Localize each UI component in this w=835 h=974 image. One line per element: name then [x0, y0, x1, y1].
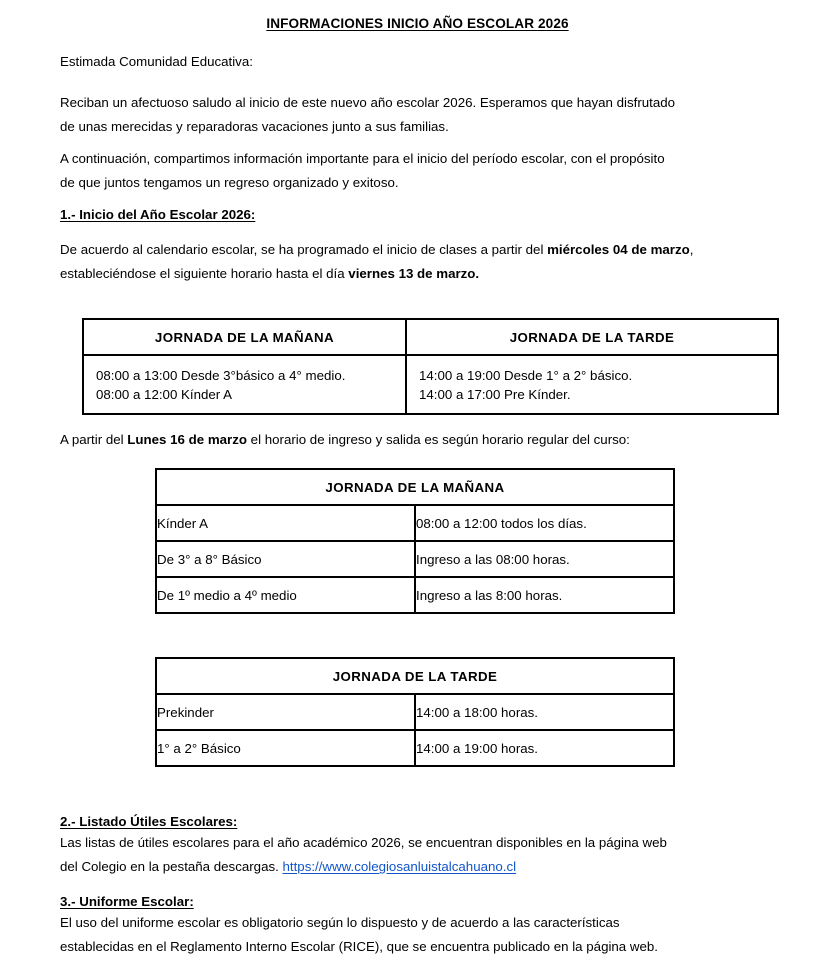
section-2-line-1: Las listas de útiles escolares para el año académico 2026, se encuentran disponibles en la página web: [60, 835, 667, 850]
intro-paragraph-1-line-1: Reciban un afectuoso saludo al inicio de este nuevo año escolar 2026. Esperamos que hayan disfrutado: [60, 95, 676, 110]
table-jornadas-inicio-header-tarde: JORNADA DE LA TARDE: [406, 319, 778, 355]
table-jornadas-inicio-header-manana: JORNADA DE LA MAÑANA: [83, 319, 406, 355]
table-jornadas-inicio-cell-manana: [83, 355, 406, 414]
table-manana-regular-title: JORNADA DE LA MAÑANA: [156, 469, 674, 505]
tarde-curso-1: Prekinder: [156, 694, 415, 730]
tarde-horario-1: 14:00 a 18:00 horas.: [415, 694, 674, 730]
section-1-after-table-paragraph: [60, 428, 790, 452]
section-2-paragraph: [60, 831, 790, 879]
greeting-paragraph: [60, 50, 780, 74]
table-tarde-regular-title: JORNADA DE LA TARDE: [156, 658, 674, 694]
section-2-heading-text: 2.- Listado Útiles Escolares:: [60, 814, 238, 829]
section-1-intro-part-2: , estableciéndose el siguiente horario hasta el día: [60, 242, 694, 281]
table-row: [156, 730, 674, 766]
tarde-curso-2: 1° a 2° Básico: [156, 730, 415, 766]
regular-schedule-start-date: Lunes 16 de marzo: [127, 432, 247, 447]
intro-paragraph-2-line-1: A continuación, compartimos información importante para el inicio del período escolar, con el propósito: [60, 151, 665, 166]
intro-paragraph-1: [60, 91, 790, 139]
page-title-text: INFORMACIONES INICIO AÑO ESCOLAR 2026: [266, 16, 569, 31]
colegio-website-link[interactable]: https://www.colegiosanluistalcahuano.cl: [282, 859, 517, 874]
manana-horario-1: 08:00 a 12:00 todos los días.: [415, 505, 674, 541]
after-table-part-2: el horario de ingreso y salida es según horario regular del curso:: [246, 432, 630, 447]
section-3-line-1: El uso del uniforme escolar es obligatorio según lo dispuesto y de acuerdo a las características: [60, 915, 620, 930]
table-manana-regular: [155, 468, 675, 614]
intro-paragraph-2: [60, 147, 790, 195]
table-row: [156, 505, 674, 541]
table-jornadas-inicio-cell-tarde: [406, 355, 778, 414]
page-title: [0, 16, 835, 31]
tarde-line-2: 14:00 a 17:00 Pre Kínder.: [419, 386, 571, 402]
section-1-start-date: miércoles 04 de marzo: [547, 242, 690, 257]
section-2-line-2: [60, 855, 790, 879]
table-header-row: [156, 658, 674, 694]
section-3-line-2: establecidas en el Reglamento Interno Escolar (RICE), que se encuentra publicado en la página web.: [60, 939, 658, 954]
section-1-intro-part-1: De acuerdo al calendario escolar, se ha programado el inicio de clases a partir del: [60, 242, 548, 257]
table-jornadas-inicio: [82, 318, 779, 415]
manana-curso-3: De 1º medio a 4º medio: [156, 577, 415, 613]
section-3-heading-text: 3.- Uniforme Escolar:: [60, 894, 194, 909]
table-row: [156, 577, 674, 613]
table-row: [83, 355, 778, 414]
section-1-heading-text: 1.- Inicio del Año Escolar 2026:: [60, 207, 256, 222]
manana-curso-2: De 3° a 8° Básico: [156, 541, 415, 577]
intro-paragraph-1-line-2: de unas merecidas y reparadoras vacaciones junto a sus familias.: [60, 119, 449, 134]
greeting-text: Estimada Comunidad Educativa:: [60, 54, 253, 69]
manana-line-1: 08:00 a 13:00 Desde 3°básico a 4° medio.: [96, 367, 346, 383]
after-table-part-1: A partir del: [60, 432, 128, 447]
table-tarde-regular: [155, 657, 675, 767]
tarde-horario-2: 14:00 a 19:00 horas.: [415, 730, 674, 766]
intro-paragraph-2-line-2: de que juntos tengamos un regreso organizado y exitoso.: [60, 175, 399, 190]
table-header-row: [156, 469, 674, 505]
table-header-row: [83, 319, 778, 355]
manana-line-2: 08:00 a 12:00 Kínder A: [96, 386, 233, 402]
section-1-end-date: viernes 13 de marzo.: [348, 266, 480, 281]
manana-horario-2: Ingreso a las 08:00 horas.: [415, 541, 674, 577]
manana-curso-1: Kínder A: [156, 505, 415, 541]
section-3-paragraph: [60, 911, 790, 959]
table-row: [156, 541, 674, 577]
section-2-line-2-prefix: del Colegio en la pestaña descargas.: [60, 859, 283, 874]
manana-horario-3: Ingreso a las 8:00 horas.: [415, 577, 674, 613]
table-row: [156, 694, 674, 730]
section-1-heading: [60, 203, 255, 227]
tarde-line-1: 14:00 a 19:00 Desde 1° a 2° básico.: [419, 367, 633, 383]
section-1-intro-paragraph: [60, 238, 780, 286]
